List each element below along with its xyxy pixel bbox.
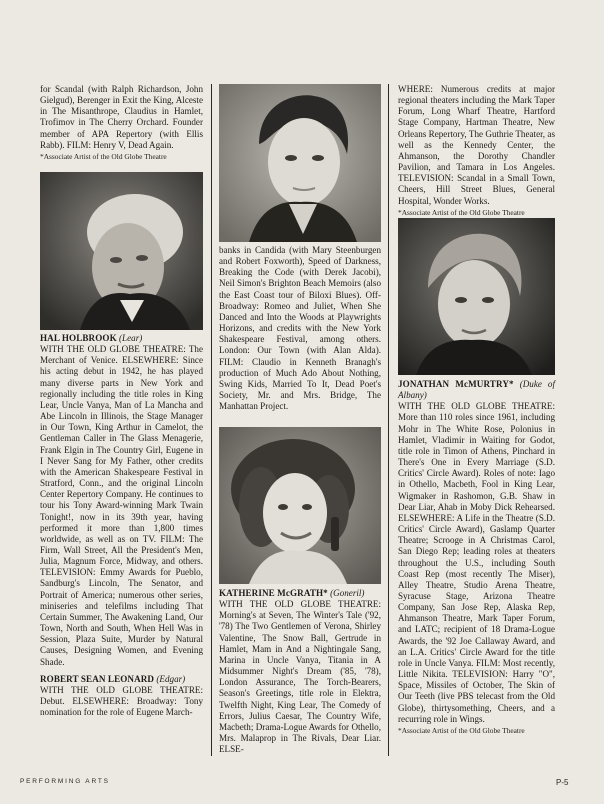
actor-role: (Goneril) xyxy=(330,588,365,598)
actor-role: (Duke of Albany) xyxy=(398,379,556,401)
bio-jonathan-mcmurtry xyxy=(398,379,555,725)
column-1-lower xyxy=(40,333,203,718)
bio-hal-holbrook xyxy=(40,333,203,668)
associate-artist-note: *Associate Artist of the Old Globe Theatre xyxy=(398,725,525,735)
actor-name: HAL HOLBROOK xyxy=(40,333,117,343)
actor-credits: WITH THE OLD GLOBE THEATRE: Debut. ELSEWHERE: Broadway: Tony nomination for the role of Eugene March- xyxy=(40,684,203,718)
actor-credits: WITH THE OLD GLOBE THEATRE: More than 110 roles since 1961, including Mohr in The White Rose, Polonius in Hamlet, Vladimir in Waiting for Godot, title role in Timon of Athens, Pinchard in There's One in Every Marriage (S.D. Critics' Circle Award). Roles of note: Iago in Othello, Macbeth, Fool in King Lear, Wigmaker in Rashomon, G.B. Shaw in Dear Liar, Ahab in Moby Dick Rehearsed. ELSEWHERE: A Life in the Theatre (S.D. Critics' Circle Award), Gaslamp Quarter Theatre; Scrooge in A Christmas Carol, San Diego Rep; leading roles at theaters throughout the U.S., including South Coast Rep (most recently The Miser), Alley Theatre, Studio Arena Theatre, Syracuse Stage, Arizona Theatre Company, San Jose Rep, Alaska Rep, Ahmanson Theatre, Mark Taper Forum, and LATC; recipient of 18 Drama-Logue Awards, the '92 Joe Callaway Award, and an L.A. Critics' Circle Award for the title role in Uncle Vanya. FILM: Most recently, Little Nikita. TELEVISION: Harry "O", Space, Missiles of October, The Skin of Our Teeth (live PBS telecast from the Old Globe), thirtysomething, Cheers, and a recurring role in Wings. xyxy=(398,401,555,724)
bio-continuation: banks in Candida (with Mary Steenburgen and Robert Foxworth), Speed of Darkness, Breaking the Code (with Derek Jacobi), Neil Simon's Brighton Beach Memoirs (also the East Coast tour of Biloxi Blues). Off-Broadway: Romeo and Juliet, When She Danced and Into the Woods at Playwrights Horizons, and credits with the New York Shakespeare Festival, among others. London: Our Town (with Alan Alda). FILM: Claudio in Kenneth Branagh's production of Much Ado About Nothing, Swing Kids, Married To It, Dead Poet's Society, Mr. and Mrs. Bridge, The Manhattan Project. xyxy=(219,245,381,412)
photo-hal-holbrook xyxy=(40,172,203,330)
actor-name: JONATHAN McMURTRY* xyxy=(398,379,514,389)
bio-continuation: WHERE: Numerous credits at major regional theaters including the Mark Taper Forum, Long Wharf Theatre, Hartford Stage Company, Hartman Theatre, New Orleans Repertory, The Guthrie Theater, as well as the Kennedy Center, the Ahmanson, the Dorothy Chandler Pavilion, and Tamara in Los Angeles. TELEVISION: Scandal in a Small Town, Cheers, Hill Street Blues, General Hospital, Wonder Works. xyxy=(398,84,555,206)
associate-artist-note: *Associate Artist of the Old Globe Theatre xyxy=(398,207,525,217)
photo-robert-sean-leonard xyxy=(219,84,381,242)
column-rule-1 xyxy=(211,84,212,756)
column-3-upper xyxy=(398,84,555,217)
actor-credits: WITH THE OLD GLOBE THEATRE: The Merchant of Venice. ELSEWHERE: Since his acting debut in 1942, he has played many diverse parts in New York and regionally including the title roles in King Lear, Uncle Vanya, Man of La Mancha and Abe Lincoln in Illinois, the Stage Manager in Our Town, King Arthur in Camelot, the Gentleman Caller in The Glass Menagerie, Frank Elgin in The Country Girl, Eugene in I Never Sang for My Father, other credits with the American Shakespeare Festival in Stratford, Conn., and the original Lincoln Center Repertory Company. He continues to tour his Tony Award-winning Mark Twain Tonight!, now in its 39th year, having performed it more than 1,800 times worldwide, as well as on TV. FILM: The Firm, Wall Street, All the President's Men, Julia, Magnum Force, Midway, and others. TELEVISION: Emmy Awards for Pueblo, Sandburg's Lincoln, The Senator, and Portrait of America; numerous other series, miniseries and telefilms including That Certain Summer, The Awakening Land, Our Town, North and South, When Hell Was in Session, Plaza Suite, Murder by Natural Causes, Designing Women, and Evening Shade. xyxy=(40,344,203,667)
actor-credits: WITH THE OLD GLOBE THEATRE: Morning's at Seven, The Winter's Tale ('92, '78) The Two Gentlemen of Verona, Shirley Valentine, The Snow Ball, Gertrude in Hamlet, Mam in And a Nightingale Sang, Marina in Uncle Vanya, Titania in A Midsummer Night's Dream ('85, '78), London Assurance, The Torch-Bearers, Season's Greetings, title role in Elektra, Twelfth Night, King Lear, The Comedy of Errors, Julius Caesar, The Country Wife, Macbeth; Drama-Logue Awards for Othello, Mrs. Malaprop in The Rivals, Dear Liar. ELSE- xyxy=(219,599,381,755)
bio-katherine-mcgrath xyxy=(219,588,381,755)
column-rule-2 xyxy=(388,84,389,756)
bio-continuation: for Scandal (with Ralph Richardson, John Gielgud), Berenger in Exit the King, Alceste in The Misanthrope, Claudius in Hamlet, Trofimov in The Cherry Orchard. Founder member of APA Repertory (with Ellis Rabb). FILM: Henry V, Dead Again. xyxy=(40,84,203,150)
bio-robert-sean-leonard xyxy=(40,674,203,719)
actor-role: (Lear) xyxy=(119,333,143,343)
column-2-middle xyxy=(219,245,381,412)
page-number: P-5 xyxy=(556,778,569,787)
column-1 xyxy=(40,84,203,161)
footer-section-label: PERFORMING ARTS xyxy=(20,778,110,785)
associate-artist-note: *Associate Artist of the Old Globe Theatre xyxy=(40,151,167,161)
column-3-lower xyxy=(398,379,555,735)
actor-role: (Edgar) xyxy=(156,673,186,684)
photo-katherine-mcgrath xyxy=(219,427,381,584)
column-2-lower xyxy=(219,588,381,755)
photo-jonathan-mcmurtry xyxy=(398,218,555,375)
actor-name: ROBERT SEAN LEONARD xyxy=(40,673,155,684)
actor-name: KATHERINE McGRATH* xyxy=(219,588,328,598)
